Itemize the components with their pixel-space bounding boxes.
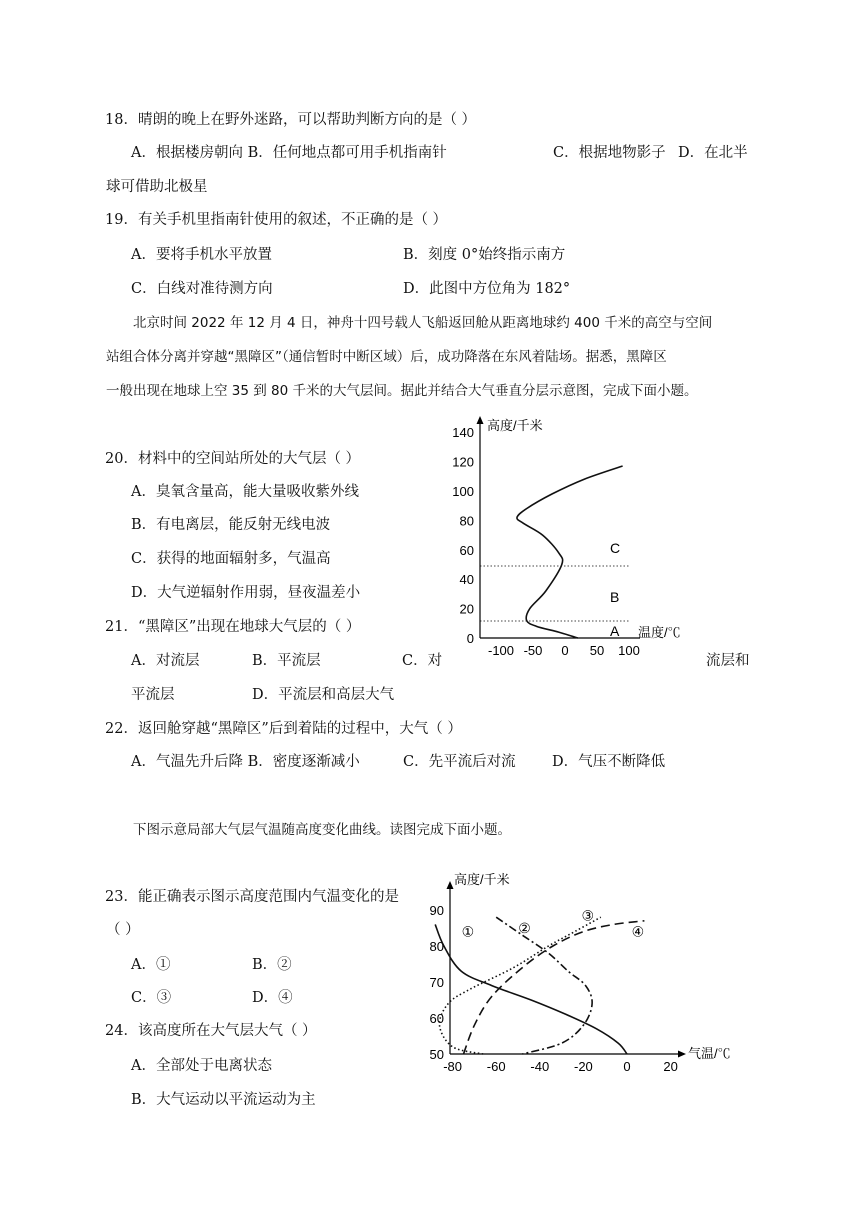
q22-option-d: D．气压不断降低 bbox=[552, 754, 666, 770]
chart1-layer-label-c: C bbox=[610, 540, 621, 556]
q20-option-b: B．有电离层，能反射无线电波 bbox=[131, 517, 331, 533]
q19-stem: 19．有关手机里指南针使用的叙述，不正确的是（ ） bbox=[105, 212, 448, 228]
q23-option-a: A．① bbox=[131, 957, 171, 973]
chart1-layer-label-a: A bbox=[610, 623, 620, 639]
q23-stem-line1: 23．能正确表示图示高度范围内气温变化的是 bbox=[105, 889, 399, 905]
chart2-series-label-4: ④ bbox=[631, 923, 645, 940]
temperature-curves-chart bbox=[420, 865, 740, 1080]
chart1-y-tick-label: 60 bbox=[459, 542, 474, 558]
q18-option-ab: A．根据楼房朝向 B．任何地点都可用手机指南针 bbox=[131, 145, 447, 161]
chart2-x-tick-label: -20 bbox=[574, 1059, 593, 1074]
chart2-x-tick-label: 0 bbox=[623, 1059, 631, 1074]
q23-option-b: B．② bbox=[252, 957, 292, 973]
q21-option-c-part1: C．对 bbox=[402, 653, 443, 669]
q18-option-d-part1: D．在北半 bbox=[678, 145, 748, 161]
chart2-x-tick-label: -60 bbox=[486, 1059, 506, 1074]
chart1-y-tick-label: 100 bbox=[452, 484, 474, 499]
chart2-series-label-1: ① bbox=[461, 923, 475, 940]
chart1-y-tick-label: 40 bbox=[459, 572, 474, 588]
chart2-x-axis-arrow bbox=[678, 1051, 686, 1058]
q21-option-b: B．平流层 bbox=[252, 653, 321, 669]
q21-option-c-part3: 平流层 bbox=[131, 687, 175, 703]
chart1-y-axis-arrow bbox=[477, 416, 484, 424]
material1-line2: 站组合体分离并穿越“黑障区”（通信暂时中断区域）后，成功降落在东风着陆场。据悉，黑障区 bbox=[106, 349, 667, 365]
q20-option-a: A．臭氧含量高，能大量吸收紫外线 bbox=[131, 484, 359, 500]
chart2-y-tick-label: 90 bbox=[429, 903, 444, 918]
chart2-x-tick-label: -40 bbox=[530, 1059, 550, 1074]
chart1-x-tick-label: 100 bbox=[618, 643, 640, 658]
q22-stem: 22．返回舱穿越“黑障区”后到着陆的过程中，大气（ ） bbox=[105, 721, 462, 737]
q24-stem: 24．该高度所在大气层大气（ ） bbox=[105, 1023, 317, 1039]
atmosphere-layers-chart bbox=[440, 410, 700, 660]
q18-option-c: C．根据地物影子 bbox=[553, 145, 666, 161]
q21-option-a: A．对流层 bbox=[131, 653, 200, 669]
q24-option-a: A．全部处于电离状态 bbox=[131, 1058, 272, 1074]
material2-line1: 下图示意局部大气层气温随高度变化曲线。读图完成下面小题。 bbox=[133, 822, 511, 838]
chart1-temperature-curve bbox=[517, 466, 623, 638]
q18-option-d-part2: 球可借助北极星 bbox=[106, 179, 208, 195]
q19-option-b: B．刻度 0°始终指示南方 bbox=[403, 247, 566, 263]
q23-option-d: D．④ bbox=[252, 990, 293, 1006]
q19-option-c: C．白线对准待测方向 bbox=[131, 281, 273, 297]
chart1-x-tick-label: 50 bbox=[589, 643, 605, 658]
chart2-x-tick-label: -80 bbox=[443, 1059, 462, 1074]
q21-stem: 21．“黑障区”出现在地球大气层的（ ） bbox=[105, 619, 361, 635]
material1-line1: 北京时间 2022 年 12 月 4 日，神舟十四号载人飞船返回舱从距离地球约 400 千米的高空与空间 bbox=[133, 315, 713, 331]
chart1-y-tick-label: 140 bbox=[452, 425, 474, 441]
chart2-x-axis-label: 气温/℃ bbox=[688, 1046, 731, 1061]
chart2-y-axis-label: 高度/千米 bbox=[454, 872, 510, 887]
chart1-y-axis-label: 高度/千米 bbox=[487, 418, 543, 433]
chart1-x-axis-label: 温度/℃ bbox=[638, 625, 681, 640]
chart1-y-tick-label: 120 bbox=[452, 454, 474, 470]
q24-option-b: B．大气运动以平流运动为主 bbox=[131, 1092, 316, 1108]
q22-option-c: C．先平流后对流 bbox=[403, 754, 516, 770]
q20-stem: 20．材料中的空间站所处的大气层（ ） bbox=[105, 451, 361, 467]
q23-option-c: C．③ bbox=[131, 990, 172, 1006]
chart2-x-tick-label: 20 bbox=[663, 1059, 678, 1074]
chart2-y-tick-label: 50 bbox=[429, 1047, 444, 1062]
chart1-x-tick-label: -100 bbox=[487, 643, 515, 658]
chart1-x-tick-label: -50 bbox=[523, 643, 543, 658]
q23-stem-line2: （ ） bbox=[106, 922, 140, 938]
q18-stem: 18．晴朗的晚上在野外迷路，可以帮助判断方向的是（ ） bbox=[105, 112, 477, 128]
chart2-series-label-3: ③ bbox=[581, 907, 595, 924]
chart1-gridlines bbox=[480, 566, 630, 621]
chart2-y-tick-label: 80 bbox=[429, 939, 444, 954]
q20-option-d: D．大气逆辐射作用弱，昼夜温差小 bbox=[131, 585, 361, 601]
chart2-y-tick-label: 70 bbox=[429, 975, 444, 990]
chart1-layer-label-b: B bbox=[610, 589, 620, 605]
material1-line3: 一般出现在地球上空 35 到 80 千米的大气层间。据此并结合大气垂直分层示意图，完成下面小题。 bbox=[106, 383, 698, 399]
q19-option-d: D．此图中方位角为 182° bbox=[403, 281, 571, 297]
chart2-curve-4 bbox=[461, 921, 645, 1054]
chart1-y-tick-label: 0 bbox=[466, 631, 474, 646]
chart2-y-tick-label: 60 bbox=[429, 1011, 444, 1026]
chart1-y-tick-label: 20 bbox=[459, 601, 474, 617]
chart2-curve-2 bbox=[496, 917, 592, 1054]
chart1-y-tick-label: 80 bbox=[459, 513, 474, 529]
chart2-curve-1 bbox=[435, 924, 627, 1054]
chart2-y-axis-arrow bbox=[447, 881, 454, 889]
q19-option-a: A．要将手机水平放置 bbox=[131, 247, 272, 263]
q21-option-c-part2: 流层和 bbox=[706, 653, 750, 669]
q20-option-c: C．获得的地面辐射多，气温高 bbox=[131, 551, 331, 567]
q22-option-ab: A．气温先升后降 B．密度逐渐减小 bbox=[131, 754, 360, 770]
chart2-series-label-2: ② bbox=[518, 920, 531, 936]
chart1-x-tick-label: 0 bbox=[561, 643, 569, 658]
q21-option-d: D．平流层和高层大气 bbox=[252, 687, 395, 703]
